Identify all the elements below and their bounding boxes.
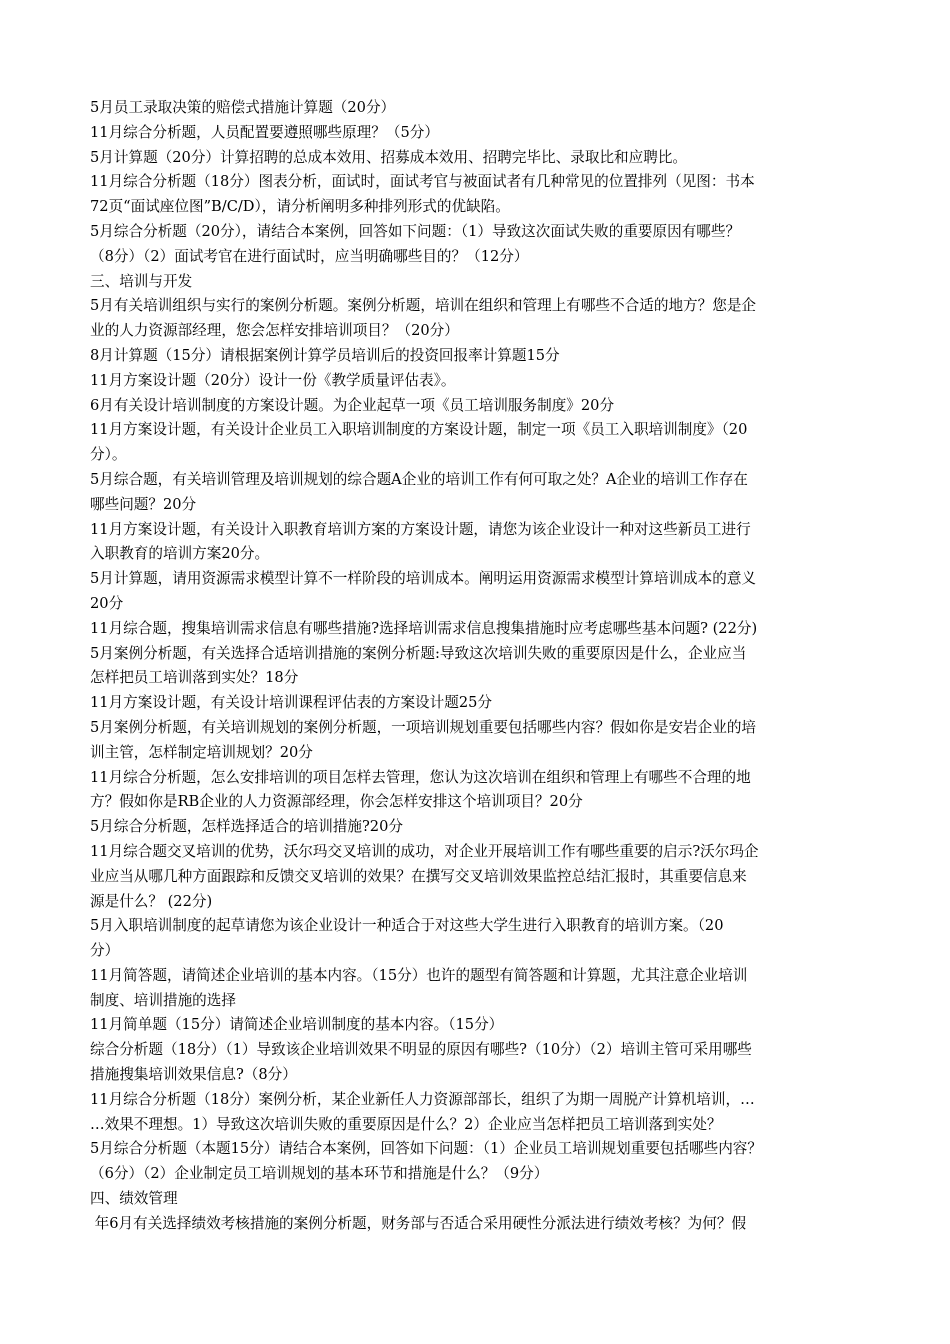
text-line: 11月方案设计题，有关设计入职教育培训方案的方案设计题，请您为该企业设计一种对这些新员工进行 xyxy=(90,520,751,538)
text-line: 5月综合分析题（20分），请结合本案例，回答如下问题：（1）导致这次面试失败的重要原因有哪些？ xyxy=(90,222,741,240)
text-line: 11月综合分析题，怎么安排培训的项目怎样去管理，您认为这次培训在组织和管理上有哪些不合理的地 xyxy=(90,768,751,786)
text-line: 11月方案设计题，有关设计培训课程评估表的方案设计题25分 xyxy=(90,694,492,712)
text-line: 5月员工录取决策的赔偿式措施计算题（20分） xyxy=(90,99,396,116)
text-line: 11月综合分析题，人员配置要遵照哪些原理？（5分） xyxy=(90,123,439,141)
text-line: 11月综合题交叉培训的优势，沃尔玛交叉培训的成功，对企业开展培训工作有哪些重要的启示?沃尔玛企 xyxy=(90,842,759,860)
text-line: 训主管，怎样制定培训规划？20分 xyxy=(90,743,313,761)
document-body xyxy=(90,96,862,1237)
text-line: 20分 xyxy=(90,594,124,612)
text-line: 72页“面试座位图”B/C/D），请分析阐明多种排列形式的优缺陷。 xyxy=(90,198,510,216)
text-line: 5月有关培训组织与实行的案例分析题。案例分析题，培训在组织和管理上有哪些不合适的地方？您是企 xyxy=(90,297,757,315)
text-line: （6分）（2）企业制定员工培训规划的基本环节和措施是什么？（9分） xyxy=(90,1165,549,1183)
text-line: （8分）（2）面试考官在进行面试时，应当明确哪些目的？（12分） xyxy=(90,247,529,265)
text-line: 11月简答题，请简述企业培训的基本内容。（15分）也许的题型有简答题和计算题，尤其注意企业培训 xyxy=(90,966,748,984)
text-line: 怎样把员工培训落到实处？18分 xyxy=(90,669,299,687)
text-line: 5月计算题，请用资源需求模型计算不一样阶段的培训成本。阐明运用资源需求模型计算培训成本的意义 xyxy=(90,570,757,588)
text-line: 分） xyxy=(90,942,120,960)
text-line: 11月综合分析题（18分）案例分析，某企业新任人力资源部部长，组织了为期一周脱产计算机培训，… xyxy=(90,1090,755,1108)
text-line: 方？假如你是RB企业的人力资源部经理，你会怎样安排这个培训项目？20分 xyxy=(90,793,583,811)
text-line: 11月方案设计题（20分）设计一份《教学质量评估表》。 xyxy=(90,371,456,389)
text-line: 5月案例分析题，有关培训规划的案例分析题，一项培训规划重要包括哪些内容？假如你是安岩企业的培 xyxy=(90,718,757,736)
text-line: 制度、培训措施的选择 xyxy=(90,991,236,1009)
text-line: …效果不理想。1）导致这次培训失败的重要原因是什么？2）企业应当怎样把员工培训落到实处？ xyxy=(90,1115,722,1133)
text-line: 年6月有关选择绩效考核措施的案例分析题，财务部与否适合采用硬性分派法进行绩效考核？为何？假 xyxy=(90,1214,747,1232)
text-line: 11月综合题，搜集培训需求信息有哪些措施?选择培训需求信息搜集措施时应考虑哪些基本问题? (22分) xyxy=(90,619,758,637)
text-line: 5月案例分析题，有关选择合适培训措施的案例分析题:导致这次培训失败的重要原因是什么，企业应当 xyxy=(90,644,747,662)
text-line: 四、绩效管理 xyxy=(90,1190,178,1208)
text-line: 8月计算题（15分）请根据案例计算学员培训后的投资回报率计算题15分 xyxy=(90,346,560,364)
text-line: 业的人力资源部经理，您会怎样安排培训项目？（20分） xyxy=(90,322,459,340)
text-line: 11月方案设计题，有关设计企业员工入职培训制度的方案设计题，制定一项《员工入职培训制度》（20 xyxy=(90,421,748,439)
text-line: 业应当从哪几种方面跟踪和反馈交叉培训的效果？在撰写交叉培训效果监控总结汇报时，其重要信息来 xyxy=(90,867,747,885)
text-line: 5月入职培训制度的起草请您为该企业设计一种适合于对这些大学生进行入职教育的培训方案。（20 xyxy=(90,917,724,935)
text-line: 5月综合分析题（本题15分）请结合本案例，回答如下问题：（1）企业员工培训规划重要包括哪些内容？ xyxy=(90,1140,762,1158)
text-line: 三、培训与开发 xyxy=(90,272,193,290)
text-line: 分）。 xyxy=(90,446,127,464)
text-line: 入职教育的培训方案20分。 xyxy=(90,545,270,563)
text-line: 5月计算题（20分）计算招聘的总成本效用、招募成本效用、招聘完毕比、录取比和应聘比。 xyxy=(90,148,688,166)
text-line: 综合分析题（18分）（1）导致该企业培训效果不明显的原因有哪些?（10分）（2）培训主管可采用哪些 xyxy=(90,1041,752,1059)
text-line: 5月综合分析题，怎样选择适合的培训措施?20分 xyxy=(90,818,403,836)
text-line: 哪些问题？20分 xyxy=(90,495,197,513)
text-line: 6月有关设计培训制度的方案设计题。为企业起草一项《员工培训服务制度》20分 xyxy=(90,396,615,414)
text-line: 11月简单题（15分）请简述企业培训制度的基本内容。（15分） xyxy=(90,1016,504,1034)
text-line: 5月综合题，有关培训管理及培训规划的综合题A企业的培训工作有何可取之处？A企业的培训工作存在 xyxy=(90,470,748,488)
text-line: 源是什么？ (22分) xyxy=(90,892,213,910)
text-line: 11月综合分析题（18分）图表分析，面试时，面试考官与被面试者有几种常见的位置排列（见图：书本 xyxy=(90,173,755,191)
text-line: 措施搜集培训效果信息?（8分） xyxy=(90,1066,297,1084)
